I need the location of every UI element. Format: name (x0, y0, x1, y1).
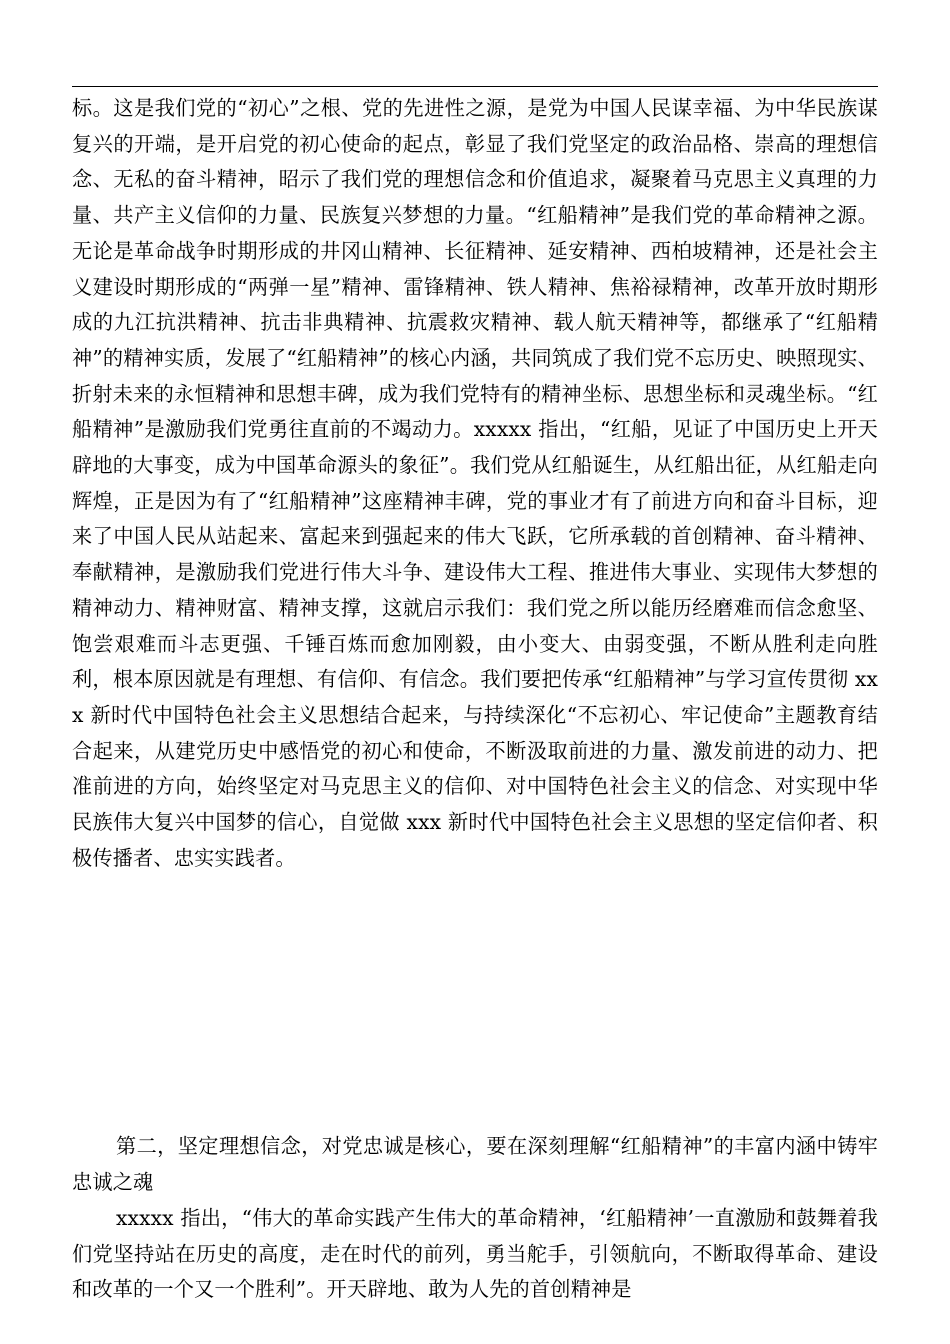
body-paragraph-2: xxxxx 指出，“伟大的革命实践产生伟大的革命精神，‘红船精神’一直激励和鼓舞着我们党坚持站在历史的高度，走在时代的前列，勇当舵手，引领航向，不断取得革命、建设和改革的一个又一个胜利”。开天辟地、敢为人先的首创精神是 (72, 1206, 878, 1302)
section-heading-2: 第二，坚定理想信念，对党忠诚是核心，要在深刻理解“红船精神”的丰富内涵中铸牢忠诚之魂 (72, 1134, 878, 1194)
body-paragraph-1: 标。这是我们党的“初心”之根、党的先进性之源，是党为中国人民谋幸福、为中华民族谋复兴的开端，是开启党的初心使命的起点，彰显了我们党坚定的政治品格、崇高的理想信念、无私的奋斗精神，昭示了我们党的理想信念和价值追求，凝聚着马克思主义真理的力量、共产主义信仰的力量、民族复兴梦想的力量。“红船精神”是我们党的革命精神之源。无论是革命战争时期形成的井冈山精神、长征精神、延安精神、西柏坡精神，还是社会主义建设时期形成的“两弹一星”精神、雷锋精神、铁人精神、焦裕禄精神，改革开放时期形成的九江抗洪精神、抗击非典精神、抗震救灾精神、载人航天精神等，都继承了“红船精神”的精神实质，发展了“红船精神”的核心内涵，共同筑成了我们党不忘历史、映照现实、折射未来的永恒精神和思想丰碑，成为我们党特有的精神坐标、思想坐标和灵魂坐标。“红船精神”是激励我们党勇往直前的不竭动力。xxxxx 指出，“红船，见证了中国历史上开天辟地的大事变，成为中国革命源头的象征”。我们党从红船诞生，从红船出征，从红船走向辉煌，正是因为有了“红船精神”这座精神丰碑，党的事业才有了前进方向和奋斗目标，迎来了中国人民从站起来、富起来到强起来的伟大飞跃，它所承载的首创精神、奋斗精神、奉献精神，是激励我们党进行伟大斗争、建设伟大工程、推进伟大事业、实现伟大梦想的精神动力、精神财富、精神支撑，这就启示我们：我们党之所以能历经磨难而信念愈坚、饱尝艰难而斗志更强、千锤百炼而愈加刚毅，由小变大、由弱变强，不断从胜利走向胜利，根本原因就是有理想、有信仰、有信念。我们要把传承“红船精神”与学习宣传贯彻 xxx 新时代中国特色社会主义思想结合起来，与持续深化“不忘初心、牢记使命”主题教育结合起来，从建党历史中感悟党的初心和使命，不断汲取前进的力量、激发前进的动力、把准前进的方向，始终坚定对马克思主义的信仰、对中国特色社会主义的信念、对实现中华民族伟大复兴中国梦的信心，自觉做 xxx 新时代中国特色社会主义思想的坚定信仰者、积极传播者、忠实实践者。 (72, 96, 878, 870)
header-rule (72, 86, 878, 87)
